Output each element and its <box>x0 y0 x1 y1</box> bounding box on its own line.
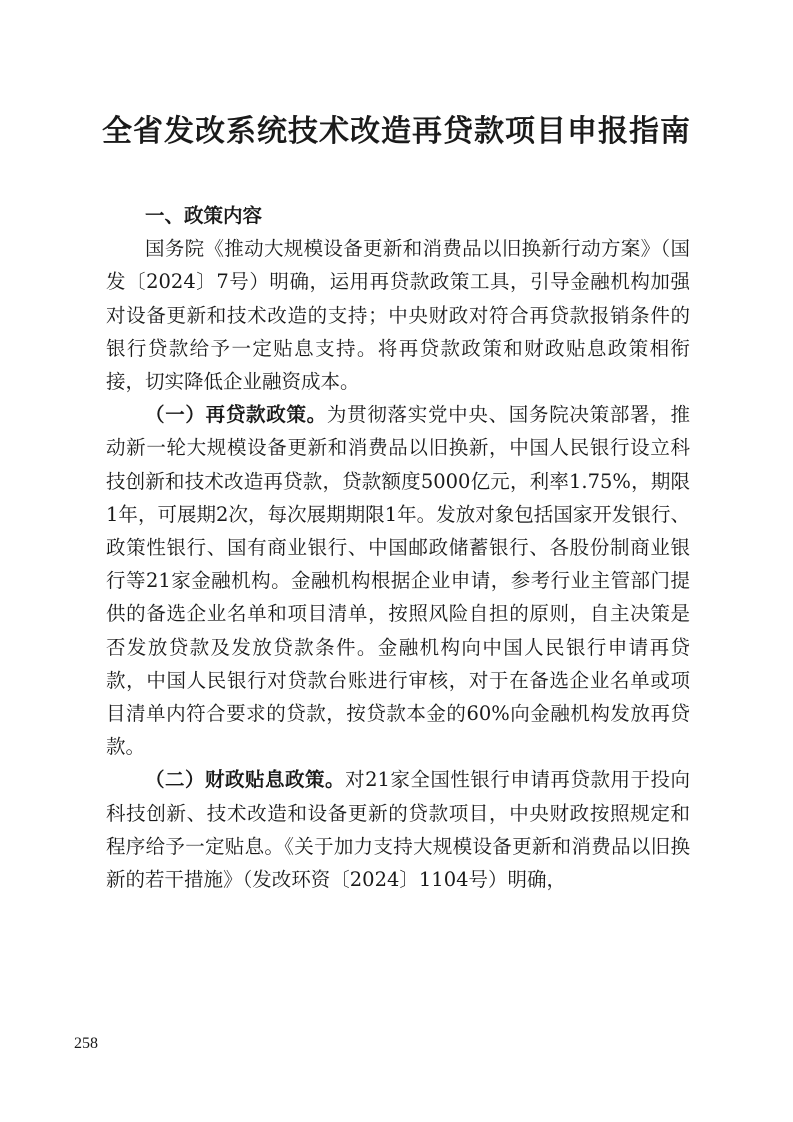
paragraph-intro <box>106 232 690 398</box>
page-number: 258 <box>74 1035 98 1052</box>
paragraph-relending-policy <box>106 398 690 763</box>
paragraph-lead-heading: （二）财政贴息政策。 <box>145 768 346 792</box>
document-title: 全省发改系统技术改造再贷款项目申报指南 <box>102 114 691 149</box>
paragraph-text: 国务院《推动大规模设备更新和消费品以旧换新行动方案》（国发〔2024〕7号）明确，运用再贷款政策工具，引导金融机构加强对设备更新和技术改造的支持；中央财政对符合再贷款报销条件的银行贷款给予一定贴息支持。将再贷款政策和财政贴息政策相衔接，切实降低企业融资成本。 <box>106 237 690 394</box>
paragraph-text: 为贯彻落实党中央、国务院决策部署，推动新一轮大规模设备更新和消费品以旧换新，中国人民银行设立科技创新和技术改造再贷款，贷款额度5000亿元，利率1.75%，期限1年，可展期2次，每次展期期限1年。发放对象包括国家开发银行、政策性银行、国有商业银行、中国邮政储蓄银行、各股份制商业银行等21家金融机构。金融机构根据企业申请，参考行业主管部门提供的备选企业名单和项目清单，按照风险自担的原则，自主决策是否发放贷款及发放贷款条件。金融机构向中国人民银行申请再贷款，中国人民银行对贷款台账进行审核，对于在备选企业名单或项目清单内符合要求的贷款，按贷款本金的60%向金融机构发放再贷款。 <box>106 403 690 759</box>
document-body <box>106 199 690 896</box>
paragraph-lead-heading: （一）再贷款政策。 <box>145 403 327 427</box>
section-heading: 一、政策内容 <box>145 204 263 227</box>
paragraph-interest-subsidy-policy <box>106 763 690 896</box>
paragraph-text: 对21家全国性银行申请再贷款用于投向科技创新、技术改造和设备更新的贷款项目，中央财政按照规定和程序给予一定贴息。《关于加力支持大规模设备更新和消费品以旧换新的若干措施》（发改环资〔2024〕1104号）明确， <box>106 768 690 892</box>
